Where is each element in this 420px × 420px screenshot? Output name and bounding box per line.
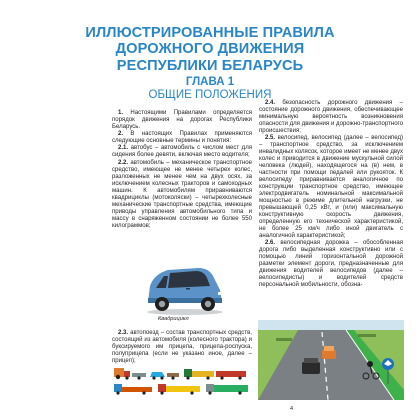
left-column-text (112, 110, 252, 230)
road-train-illustration (112, 366, 252, 398)
left-column-text-2 (112, 330, 252, 365)
paragraph-1: 1. Настоящими Правилами определяется порядок движения на дорогах Республики Беларусь. (112, 110, 252, 130)
paragraph-2: 2. В настоящих Правилах применяются следующие основные термины и понятия: (112, 131, 252, 145)
paragraph-2-4: 2.4. безопасность дорожного движения – состояние дорожного движения, обеспечивающее минимальную вероятность возникновения опасности для движения и дорожно-транспортного происшествия; (259, 100, 403, 134)
title-line-3: РЕСПУБЛИКИ БЕЛАРУСЬ (116, 57, 304, 74)
quadricycle-illustration (140, 262, 230, 316)
paragraph-2-5: 2.5. велосипед, велосипед (далее – велосипед) – транспортное средство, за исключением инвалидных колясок, которое имеет не менее двух колес и приводится в движение мускульной силой человека (людей), находящегося на (в) нем, в частности при помощи педалей или рукояток. К велосипеду приравнивается аналогичное по конструкции транспортное средство, имеющее электродвигатель номинальной максимальной мощностью в режиме длительной нагрузки, не превышающей 0,25 кВт, и (или) максимальную конструктивную скорость движения, определенную его технической характеристикой, не более 25 км/ч либо иной двигатель с аналогичной характеристикой; (259, 135, 403, 240)
bike-lane-illustration (258, 320, 404, 400)
right-column-text (259, 100, 403, 290)
paragraph-2-6: 2.6. велосипедная дорожка – обособленная дорога либо выделенная конструктивно или с помощью линий горизонтальной дорожной разметки элемент дороги, предназначенные для движения водителей велосипедов (далее – велосипедисты) и водителей средств персональной мобильности, обозна- (259, 240, 403, 289)
section-heading: ОБЩИЕ ПОЛОЖЕНИЯ (148, 89, 272, 101)
title-line-2: ДОРОЖНОГО ДВИЖЕНИЯ (115, 41, 305, 58)
chapter-heading: ГЛАВА 1 (185, 76, 235, 88)
page-number: 4 (290, 406, 294, 412)
quadricycle-caption: Квадрицикл (158, 316, 189, 322)
page-title (0, 25, 420, 74)
paragraph-2-1: 2.1. автобус – автомобиль с числом мест для сидения более девяти, включая место водителя; (112, 145, 252, 159)
paragraph-2-3: 2.3. автопоезд – состав транспортных средств, состоящий из автомобиля (колесного трактора) и буксируемого им прицепа, прицепа-роспуска, полуприцепа (если не указано иное, далее – прицеп); (112, 330, 252, 364)
title-line-1: ИЛЛЮСТРИРОВАННЫЕ ПРАВИЛА (85, 25, 335, 41)
paragraph-2-2: 2.2. автомобиль – механическое транспортное средство, имеющее не менее четырех колес, разложенных не менее чем на двух осях, за исключением колесных тракторов и самоходных машин. К автомобилям приравниваются квадрициклы (мотоколяски) – четырехколесные механические транспортные средства, имеющие приводы управления автомобильного типа и массу в снаряженном состоянии не более 550 килограммов; (112, 159, 252, 229)
